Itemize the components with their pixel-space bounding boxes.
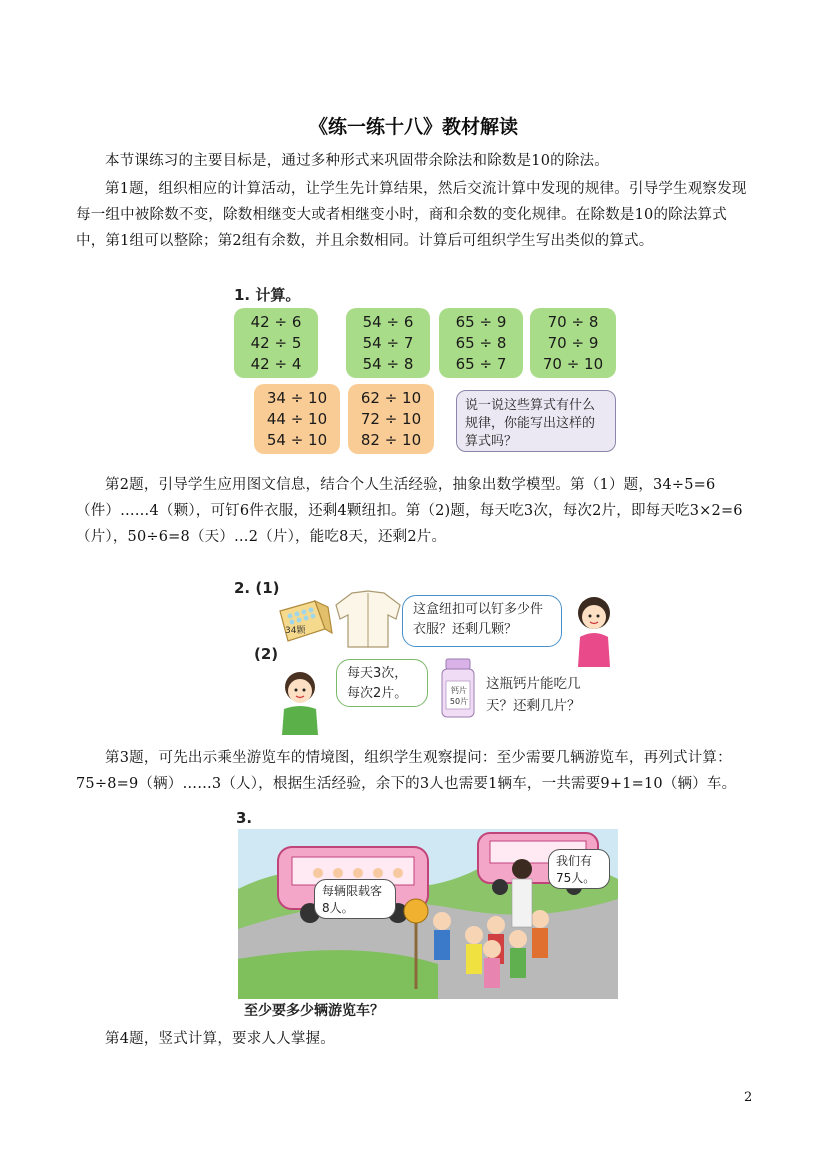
- boy-speech-bubble: 每天3次，每次2片。: [336, 659, 428, 707]
- page-number: 2: [744, 1090, 753, 1105]
- bottle-question: 这瓶钙片能吃几天？还剩几片？: [486, 676, 581, 714]
- expression: 34 ÷ 10: [266, 389, 328, 407]
- expression: 62 ÷ 10: [360, 389, 422, 407]
- expression: 54 ÷ 8: [362, 355, 414, 373]
- figure3-label: 3.: [236, 809, 253, 827]
- question2-paragraph: 第2题，引导学生应用图文信息，结合个人生活经验，抽象出数学模型。第（1）题，34÷5=6（件）……4（颗），可钉6件衣服，还剩4颗纽扣。第（2)题，每天吃3次，每次2片，即每天吃3×2=6（片），50÷6=8（天）…2（片），能吃8天，还剩2片。: [76, 477, 743, 545]
- question3-paragraph: 第3题，可先出示乘坐游览车的情境图，组织学生观察提问：至少需要几辆游览车，再列式计算：75÷8=9（辆）……3（人），根据生活经验，余下的3人也需要1辆车，一共需要9+1=10（辆）车。: [76, 750, 737, 792]
- expression: 42 ÷ 5: [250, 334, 302, 352]
- calc-group-1: [234, 308, 318, 378]
- expression: 70 ÷ 8: [547, 313, 599, 331]
- expression: 82 ÷ 10: [360, 431, 422, 449]
- page-title: 《练一练十八》教材解读: [308, 116, 518, 138]
- figure-buttons-and-pills: [230, 575, 625, 735]
- expression: 54 ÷ 6: [362, 313, 414, 331]
- figure3-caption: 至少要多少辆游览车？: [244, 1003, 384, 1019]
- question4-paragraph: 第4题，竖式计算，要求人人掌握。: [105, 1031, 335, 1047]
- expression: 44 ÷ 10: [266, 410, 328, 428]
- expression: 42 ÷ 6: [250, 313, 302, 331]
- girl-speech-bubble: 这盒纽扣可以钉多少件衣服？还剩几颗？: [402, 595, 562, 647]
- expression: 70 ÷ 9: [547, 334, 599, 352]
- teacher-speech-bubble: 我们有75人。: [548, 849, 610, 889]
- expression: 42 ÷ 4: [250, 355, 302, 373]
- driver-speech-bubble: 每辆限载客8人。: [314, 879, 396, 919]
- intro-paragraph: 本节课练习的主要目标是，通过多种形式来巩固带余除法和除数是10的除法。: [105, 153, 609, 169]
- girl-avatar: [566, 593, 622, 667]
- expression: 65 ÷ 7: [455, 355, 507, 373]
- figure2-label-2: (2): [254, 645, 279, 663]
- expression: 70 ÷ 10: [542, 355, 604, 373]
- figure-calculation: [230, 282, 620, 457]
- expression: 54 ÷ 10: [266, 431, 328, 449]
- figure1-label: 1. 计算。: [234, 286, 301, 304]
- expression: 65 ÷ 9: [455, 313, 507, 331]
- calc-group-5: [254, 384, 340, 454]
- hint-bubble: 说一说这些算式有什么规律，你能写出这样的算式吗？: [456, 390, 616, 452]
- calc-group-6: [348, 384, 434, 454]
- question1-paragraph: 第1题，组织相应的计算活动，让学生先计算结果，然后交流计算中发现的规律。引导学生观察发现每一组中被除数不变，除数相继变大或者相继变小时，商和余数的变化规律。在除数是10的除法算式中，第1组可以整除；第2组有余数，并且余数相同。计算后可组织学生写出类似的算式。: [76, 181, 747, 249]
- bottle-label: 钙片 50片: [449, 686, 469, 706]
- figure-tour-bus-scene: [230, 807, 620, 1022]
- expression: 65 ÷ 8: [455, 334, 507, 352]
- tour-bus-scene: [238, 829, 618, 999]
- box-label: 34颗: [285, 626, 306, 636]
- button-box-and-shirt-illustration: [270, 589, 410, 651]
- figure2-label-1: 2. (1): [234, 579, 280, 597]
- expression: 54 ÷ 7: [362, 334, 414, 352]
- boy-avatar: [274, 667, 330, 735]
- calc-group-2: [346, 308, 430, 378]
- calc-group-4: [530, 308, 616, 378]
- expression: 72 ÷ 10: [360, 410, 422, 428]
- calc-group-3: [439, 308, 523, 378]
